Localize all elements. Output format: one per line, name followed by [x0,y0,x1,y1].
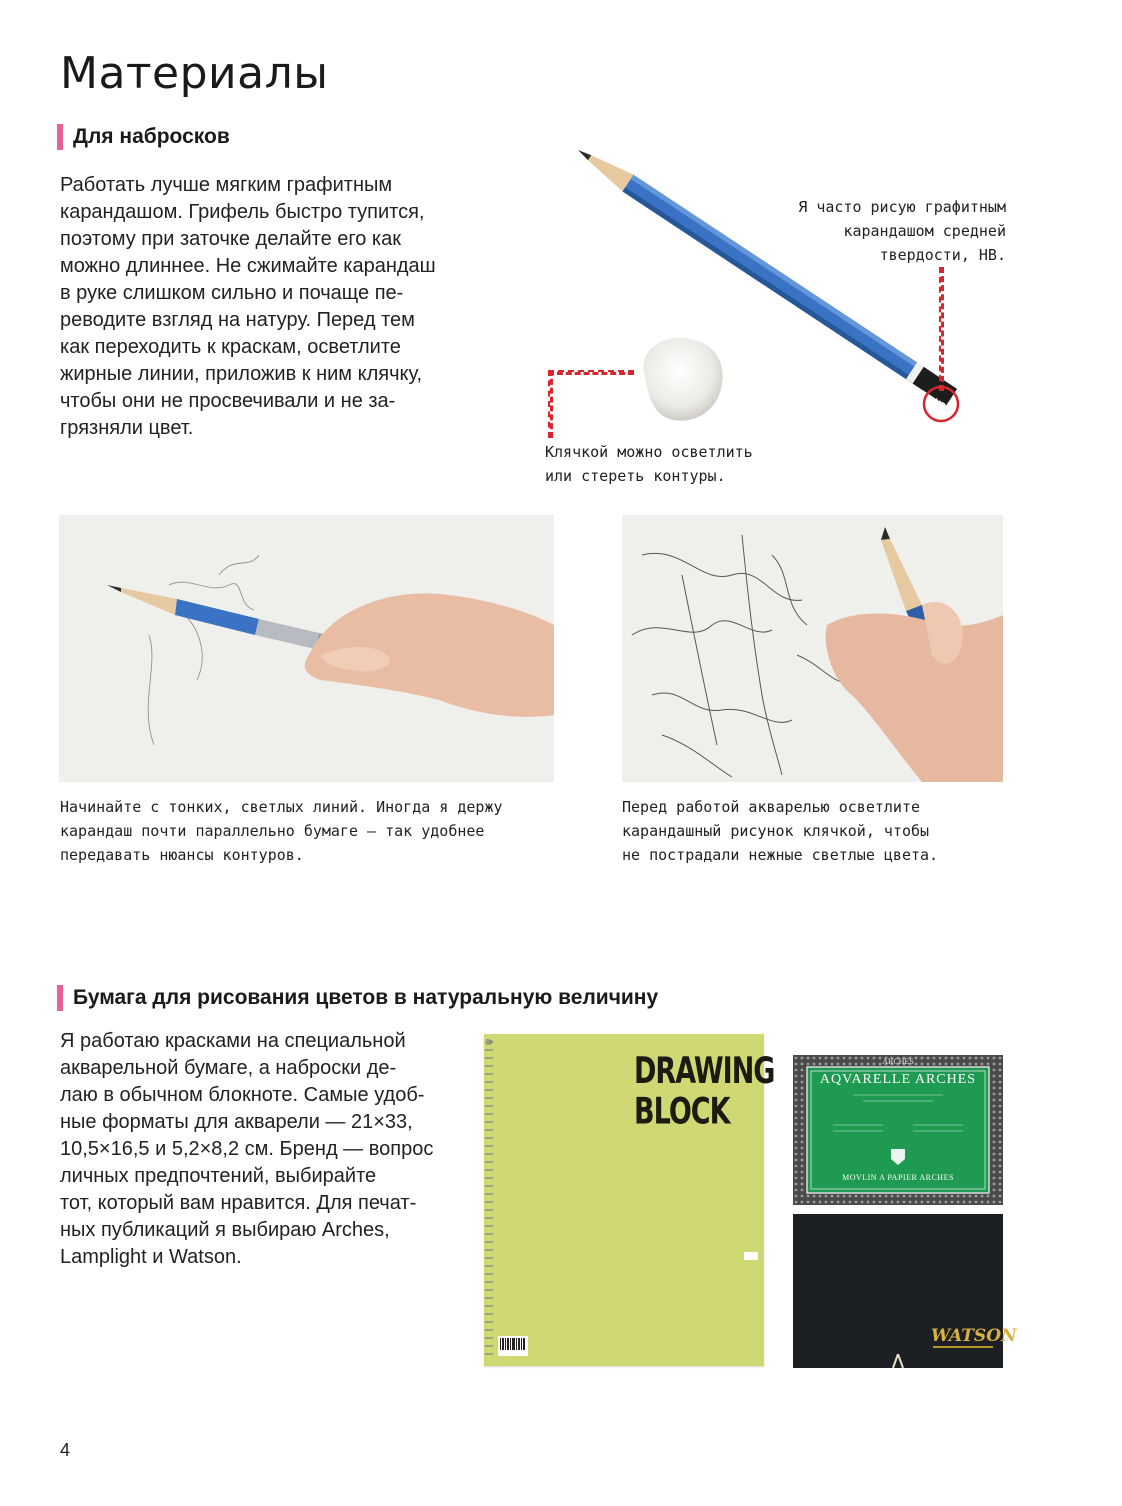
pencil-lead [576,147,591,160]
paragraph-line: Работать лучше мягким графитным [60,174,393,196]
drawing-block-label-line: DRAWING [634,1050,775,1093]
pencil-grade-label: HB [931,396,948,412]
paragraph-line: жирные линии, приложив к ним клячку, [60,363,423,385]
caption-line: не пострадали нежные светлые цвета. [622,846,939,864]
paragraph-line: чтобы они не просвечивали и не за- [60,390,396,412]
page-title: Материалы [60,48,329,99]
clasp [744,1252,758,1260]
paragraph-line: Lamplight и Watson. [60,1246,242,1268]
page-number: 4 [60,1440,71,1460]
kneaded-eraser-illustration [630,332,730,428]
section-heading-sketch-text: Для набросков [73,125,230,148]
photo-sketching-caption [60,795,503,867]
caption-line: Перед работой акварелью осветлите [622,798,921,816]
caption-line: карандашный рисунок клячкой, чтобы [622,822,930,840]
caption-line: передавать нюансы контуров. [60,846,304,864]
drawing-block-label [634,1050,775,1133]
sketch-paragraph [60,172,500,442]
arches-footer: MOVLIN A PAPIER ARCHES [842,1173,954,1182]
paragraph-line: грязняли цвет. [60,417,194,439]
watson-underline [933,1346,993,1348]
callout-line: карандашом средней [843,222,1006,240]
pencil-callout-leader [939,267,944,391]
paragraph-line: поэтому при заточке делайте его как [60,228,401,250]
photo-erasing [622,515,1003,782]
callout-line: или стереть контуры. [545,467,726,485]
pencil-wood [584,149,633,191]
paragraph-line: как переходить к краскам, осветлите [60,336,401,358]
barcode-icon [498,1336,528,1356]
photo-sketching [59,515,554,782]
caption-line: карандаш почти параллельно бумаге — так удобнее [60,822,485,840]
arches-brand: ARCHES [882,1057,914,1066]
paper-paragraph [60,1028,460,1271]
paragraph-line: карандашом. Грифель быстро тупится, [60,201,425,223]
callout-line: твердости, HB. [879,246,1006,264]
paragraph-line: тот, который вам нравится. Для печат- [60,1192,417,1214]
paragraph-line: реводите взгляд на натуру. Перед тем [60,309,415,331]
accent-bar [57,985,63,1011]
watson-label: WATSON [931,1326,1017,1346]
eraser-callout-leader-v [548,370,553,438]
arches-paper-block [793,1055,1003,1205]
accent-bar [57,124,63,150]
section-heading-sketch [57,124,230,150]
photo-erasing-caption [622,795,938,867]
watson-paper-block [793,1214,1017,1368]
spiral-binding [484,1034,496,1366]
paragraph-line: ные форматы для акварели — 21×33, [60,1111,413,1133]
pencil-callout [740,195,1006,267]
callout-line: Клячкой можно осветлить [545,443,753,461]
paragraph-line: лаю в обычном блокноте. Самые удоб- [60,1084,425,1106]
section-heading-paper [57,985,658,1011]
pencil-illustration [560,140,980,440]
paragraph-line: 10,5×16,5 и 5,2×8,2 см. Бренд — вопрос [60,1138,434,1160]
paragraph-line: в руке слишком сильно и почаще пе- [60,282,404,304]
eraser-callout [545,440,753,488]
paragraph-line: Я работаю красками на специальной [60,1030,406,1052]
paragraph-line: ных публикаций я выбираю Arches, [60,1219,390,1241]
arches-title: AQVARELLE ARCHES [819,1072,977,1087]
drawing-block-label-line: BLOCK [634,1091,730,1133]
caption-line: Начинайте с тонких, светлых линий. Иногда я держу [60,798,503,816]
drawing-block-sketchbook [484,1034,775,1366]
callout-line: Я часто рисую графитным [798,198,1006,216]
paragraph-line: можно длиннее. Не сжимайте карандаш [60,255,436,277]
section-heading-paper-text: Бумага для рисования цветов в натуральную величину [73,986,659,1009]
paragraph-line: личных предпочтений, выбирайте [60,1165,377,1187]
eraser-callout-leader-h [548,370,634,375]
ribbon-tie [889,1354,907,1368]
paragraph-line: акварельной бумаге, а наброски де- [60,1057,397,1079]
